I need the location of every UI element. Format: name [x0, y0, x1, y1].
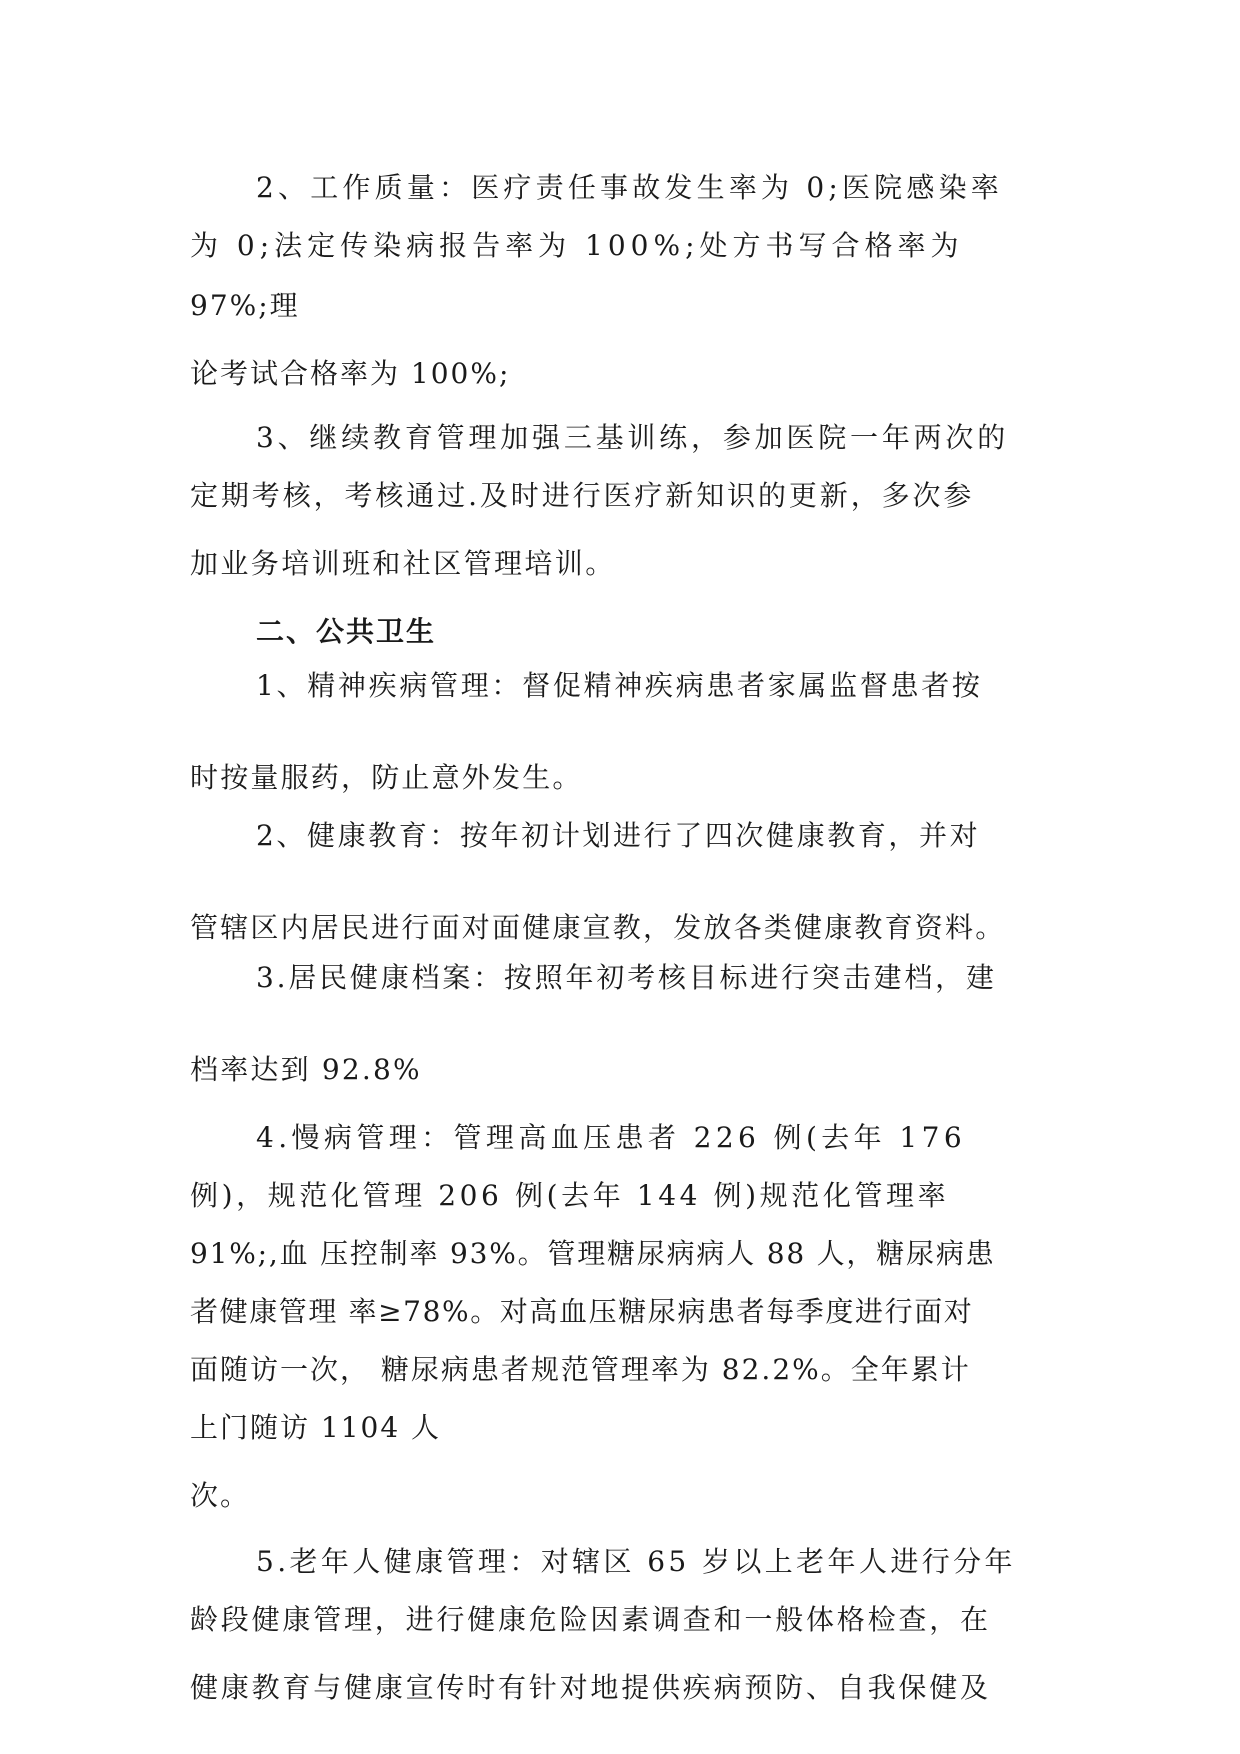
paragraph-health-education-line-2: 管辖区内居民进行面对面健康宣教，发放各类健康教育资料。 [190, 911, 1006, 944]
paragraph-chronic-disease-line-6: 上门随访 1104 人 [190, 1411, 442, 1444]
paragraph-elderly-health-line-1: 5.老年人健康管理：对辖区 65 岁以上老年人进行分年 [256, 1545, 1016, 1578]
paragraph-work-quality-line-2: 为 0;法定传染病报告率为 100%;处方书写合格率为 [190, 229, 964, 262]
section-heading-public-health: 二、公共卫生 [256, 615, 437, 648]
paragraph-continuing-education-line-3: 加业务培训班和社区管理培训。 [190, 547, 616, 580]
paragraph-health-records-line-2: 档率达到 92.8% [190, 1053, 422, 1086]
paragraph-work-quality-line-4: 论考试合格率为 100%; [190, 357, 511, 390]
paragraph-elderly-health-line-2: 龄段健康管理，进行健康危险因素调查和一般体格检查，在 [190, 1603, 991, 1636]
paragraph-chronic-disease-line-1: 4.慢病管理：管理高血压患者 226 例(去年 176 [256, 1121, 967, 1154]
paragraph-chronic-disease-line-4: 者健康管理 率≥78%。对高血压糖尿病患者每季度进行面对 [190, 1295, 974, 1328]
paragraph-chronic-disease-line-3: 91%;,血 压控制率 93%。管理糖尿病病人 88 人，糖尿病患 [190, 1237, 996, 1270]
paragraph-elderly-health-line-3: 健康教育与健康宣传时有针对地提供疾病预防、自我保健及 [190, 1671, 991, 1704]
paragraph-chronic-disease-line-2: 例)，规范化管理 206 例(去年 144 例)规范化管理率 [190, 1179, 950, 1212]
paragraph-mental-illness-line-1: 1、精神疾病管理：督促精神疾病患者家属监督患者按 [256, 669, 983, 702]
paragraph-work-quality-line-1: 2、工作质量：医疗责任事故发生率为 0;医院感染率 [256, 171, 1003, 204]
paragraph-chronic-disease-line-5: 面随访一次， 糖尿病患者规范管理率为 82.2%。全年累计 [190, 1353, 971, 1386]
paragraph-continuing-education-line-2: 定期考核，考核通过.及时进行医疗新知识的更新，多次参 [190, 479, 975, 512]
paragraph-health-education-line-1: 2、健康教育：按年初计划进行了四次健康教育，并对 [256, 819, 981, 852]
paragraph-chronic-disease-line-7: 次。 [190, 1479, 251, 1512]
paragraph-mental-illness-line-2: 时按量服药，防止意外发生。 [190, 761, 583, 794]
paragraph-work-quality-line-3: 97%;理 [190, 289, 300, 322]
paragraph-health-records-line-1: 3.居民健康档案：按照年初考核目标进行突击建档，建 [256, 961, 997, 994]
paragraph-continuing-education-line-1: 3、继续教育管理加强三基训练，参加医院一年两次的 [256, 421, 1010, 454]
